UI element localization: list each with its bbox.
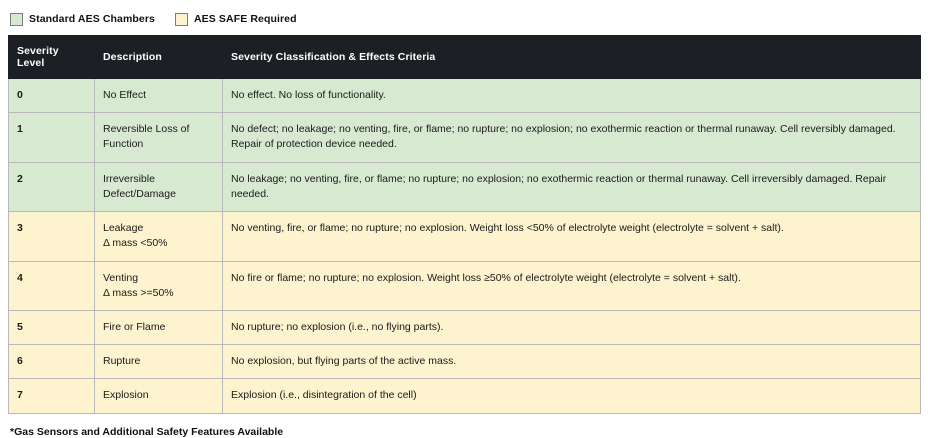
table-row: [9, 345, 921, 379]
cell-criteria: Explosion (i.e., disintegration of the cell): [223, 379, 921, 413]
cell-description: [95, 162, 223, 211]
cell-criteria: No leakage; no venting, fire, or flame; no rupture; no explosion; no exothermic reaction or thermal runaway. Cell irreversibly damaged. Repair needed.: [223, 162, 921, 211]
cell-severity-level: 4: [9, 261, 95, 310]
description-line: Rupture: [103, 355, 141, 368]
cell-severity-level: 7: [9, 379, 95, 413]
cell-severity-level: 6: [9, 345, 95, 379]
cell-severity-level: 2: [9, 162, 95, 211]
column-header-severity-level: Severity Level: [9, 36, 95, 79]
footnote: *Gas Sensors and Additional Safety Features Available: [10, 425, 284, 438]
cell-criteria: No rupture; no explosion (i.e., no flying parts).: [223, 310, 921, 344]
legend-swatch-yellow: [175, 13, 188, 26]
description-line: Fire or Flame: [103, 320, 166, 333]
column-header-criteria: Severity Classification & Effects Criteria: [223, 36, 921, 79]
table-row: [9, 212, 921, 261]
table-row: [9, 310, 921, 344]
table-row: [9, 79, 921, 113]
description-line: Reversible Loss of: [103, 123, 190, 136]
cell-criteria: No fire or flame; no rupture; no explosion. Weight loss ≥50% of electrolyte weight (electrolyte = solvent + salt).: [223, 261, 921, 310]
table-row: [9, 261, 921, 310]
cell-criteria: No defect; no leakage; no venting, fire, or flame; no rupture; no explosion; no exothermic reaction or thermal runaway. Cell reversibly damaged. Repair of protection device needed.: [223, 113, 921, 162]
cell-criteria: No venting, fire, or flame; no rupture; no explosion. Weight loss <50% of electrolyte weight (electrolyte = solvent + salt).: [223, 212, 921, 261]
cell-description: [95, 212, 223, 261]
cell-severity-level: 5: [9, 310, 95, 344]
legend-item-standard-aes-chambers: [10, 13, 155, 26]
severity-table: [8, 35, 921, 414]
legend-label: AES SAFE Required: [194, 13, 297, 25]
legend: [10, 9, 920, 29]
legend-item-aes-safe-required: [175, 13, 297, 26]
cell-description: [95, 310, 223, 344]
cell-description: [95, 379, 223, 413]
description-line: Function: [103, 138, 144, 151]
description-line: Δ mass <50%: [103, 237, 168, 250]
cell-description: [95, 79, 223, 113]
cell-criteria: No effect. No loss of functionality.: [223, 79, 921, 113]
description-line: Venting: [103, 271, 139, 284]
description-line: No Effect: [103, 89, 146, 101]
description-line: Defect/Damage: [103, 187, 176, 200]
cell-severity-level: 3: [9, 212, 95, 261]
table-row: [9, 113, 921, 162]
table-header-row: [9, 36, 921, 79]
table-row: [9, 379, 921, 413]
column-header-description: Description: [95, 36, 223, 79]
description-line: Δ mass >=50%: [103, 286, 174, 299]
cell-description: [95, 261, 223, 310]
legend-swatch-green: [10, 13, 23, 26]
cell-criteria: No explosion, but flying parts of the active mass.: [223, 345, 921, 379]
cell-description: [95, 113, 223, 162]
description-line: Explosion: [103, 389, 149, 402]
table-row: [9, 162, 921, 211]
cell-severity-level: 1: [9, 113, 95, 162]
cell-description: [95, 345, 223, 379]
description-line: Irreversible: [103, 172, 155, 185]
description-line: Leakage: [103, 222, 144, 235]
legend-label: Standard AES Chambers: [29, 13, 155, 25]
cell-severity-level: 0: [9, 79, 95, 113]
